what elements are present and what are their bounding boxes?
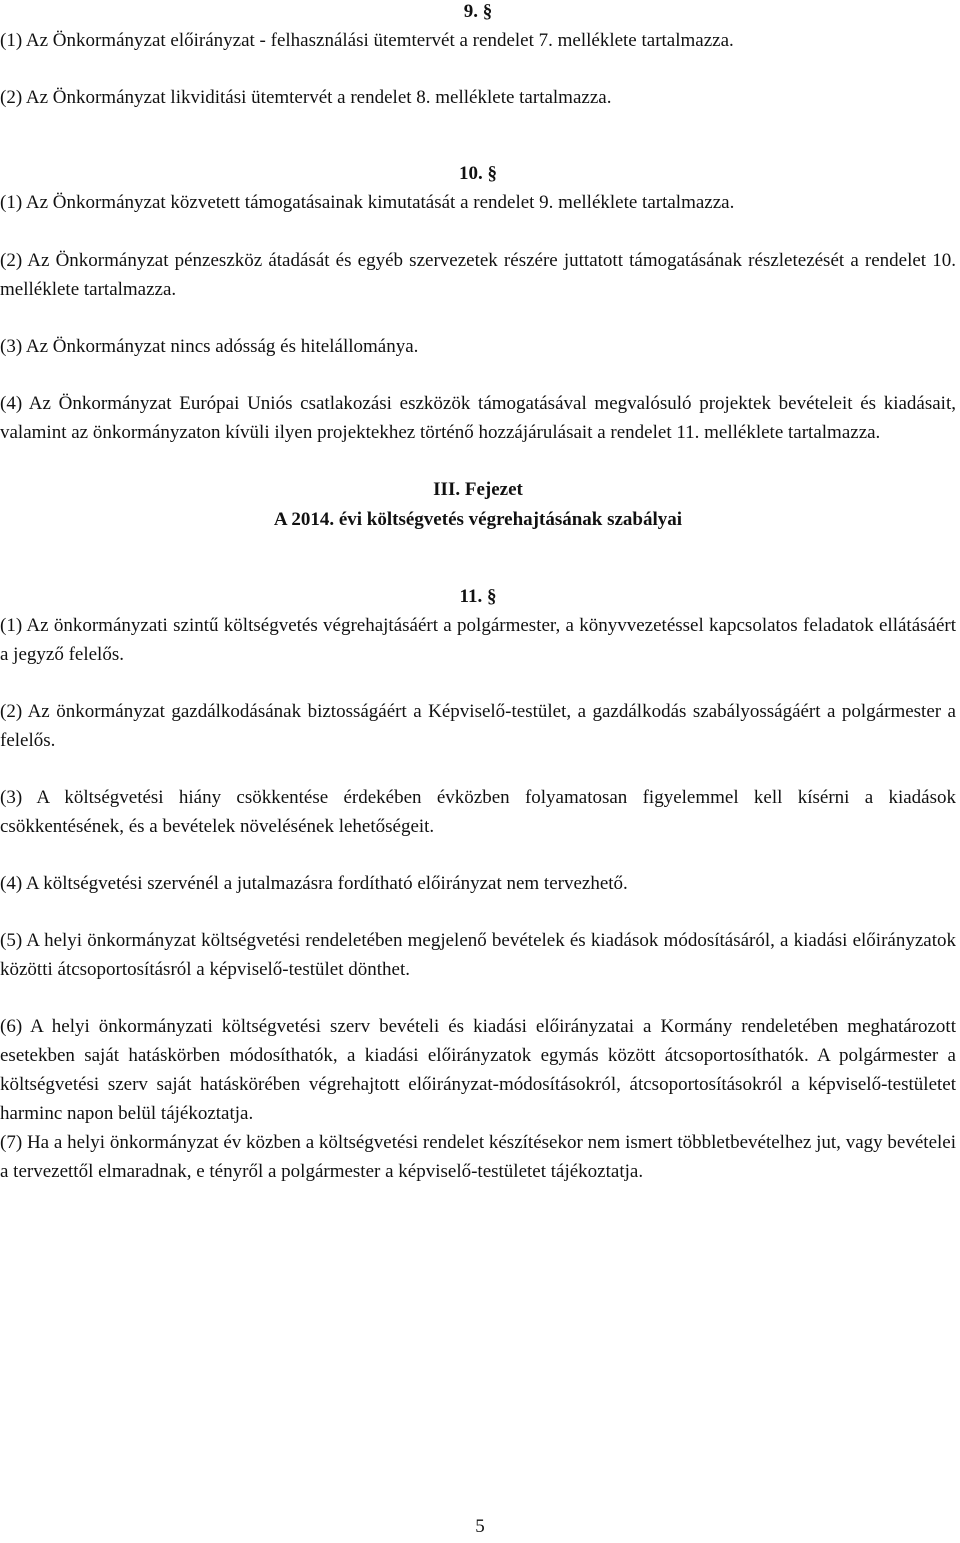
- paragraph-11-7: (7) Ha a helyi önkormányzat év közben a költségvetési rendelet készítésekor nem ismert többletbevételhez jut, vagy bevételei a tervezettől elmaradnak, e tényről a polgármester a képviselő-testületet tájékoztatja.: [0, 1132, 956, 1182]
- paragraph-11-2: (2) Az önkormányzat gazdálkodásának biztosságáért a Képviselő-testület, a gazdálkodás szabályosságáért a polgármester a felelős.: [0, 701, 956, 751]
- paragraph-10-2: (2) Az Önkormányzat pénzeszköz átadását és egyéb szervezetek részére juttatott támogatásának részletezését a rendelet 10. melléklete tartalmazza.: [0, 250, 956, 300]
- section-heading-10: 10. §: [459, 163, 497, 184]
- paragraph-11-5: (5) A helyi önkormányzat költségvetési rendeletében megjelenő bevételek és kiadások módosításáról, a kiadási előirányzatok közötti átcsoportosításról a képviselő-testület dönthet.: [0, 930, 956, 980]
- paragraph-10-1: (1) Az Önkormányzat közvetett támogatásainak kimutatását a rendelet 9. melléklete tartalmazza.: [0, 192, 735, 213]
- section-heading-11: 11. §: [459, 586, 497, 607]
- section-heading-9: 9. §: [463, 1, 493, 22]
- paragraph-11-6: (6) A helyi önkormányzati költségvetési szerv bevételi és kiadási előirányzatai a Kormány rendeletében meghatározott esetekben saját hatáskörben módosíthatók, a kiadási előirányzatok egymás között átcsoportosíthatók. A polgármester a költségvetési szerv saját hatáskörében végrehajtott előirányzat-módosításokról, átcsoportosításokról a képviselő-testületet harminc napon belül tájékoztatja.: [0, 1016, 956, 1124]
- paragraph-11-4: (4) A költségvetési szervénél a jutalmazásra fordítható előirányzat nem tervezhető.: [0, 873, 628, 894]
- paragraph-11-3: (3) A költségvetési hiány csökkentése érdekében évközben folyamatosan figyelemmel kell kísérni a kiadások csökkentésének, és a bevételek növelésének lehetőségeit.: [0, 787, 956, 837]
- chapter-title: A 2014. évi költségvetés végrehajtásának szabályai: [273, 509, 683, 530]
- paragraph-10-4: (4) Az Önkormányzat Európai Uniós csatlakozási eszközök támogatásával megvalósuló projektek bevételeit és kiadásait, valamint az önkormányzaton kívüli ilyen projektekhez történő hozzájárulásait a rendelet 11. melléklete tartalmazza.: [0, 393, 956, 443]
- paragraph-9-1: (1) Az Önkormányzat előirányzat - felhasználási ütemtervét a rendelet 7. melléklete tartalmazza.: [0, 30, 734, 51]
- page-number: 5: [475, 1516, 485, 1537]
- chapter-number: III. Fejezet: [433, 479, 523, 500]
- paragraph-10-3: (3) Az Önkormányzat nincs adósság és hitelállománya.: [0, 336, 419, 357]
- paragraph-11-1: (1) Az önkormányzati szintű költségvetés végrehajtásáért a polgármester, a könyvvezetéssel kapcsolatos feladatok ellátásáért a jegyző felelős.: [0, 615, 956, 665]
- paragraph-9-2: (2) Az Önkormányzat likviditási ütemtervét a rendelet 8. melléklete tartalmazza.: [0, 87, 612, 108]
